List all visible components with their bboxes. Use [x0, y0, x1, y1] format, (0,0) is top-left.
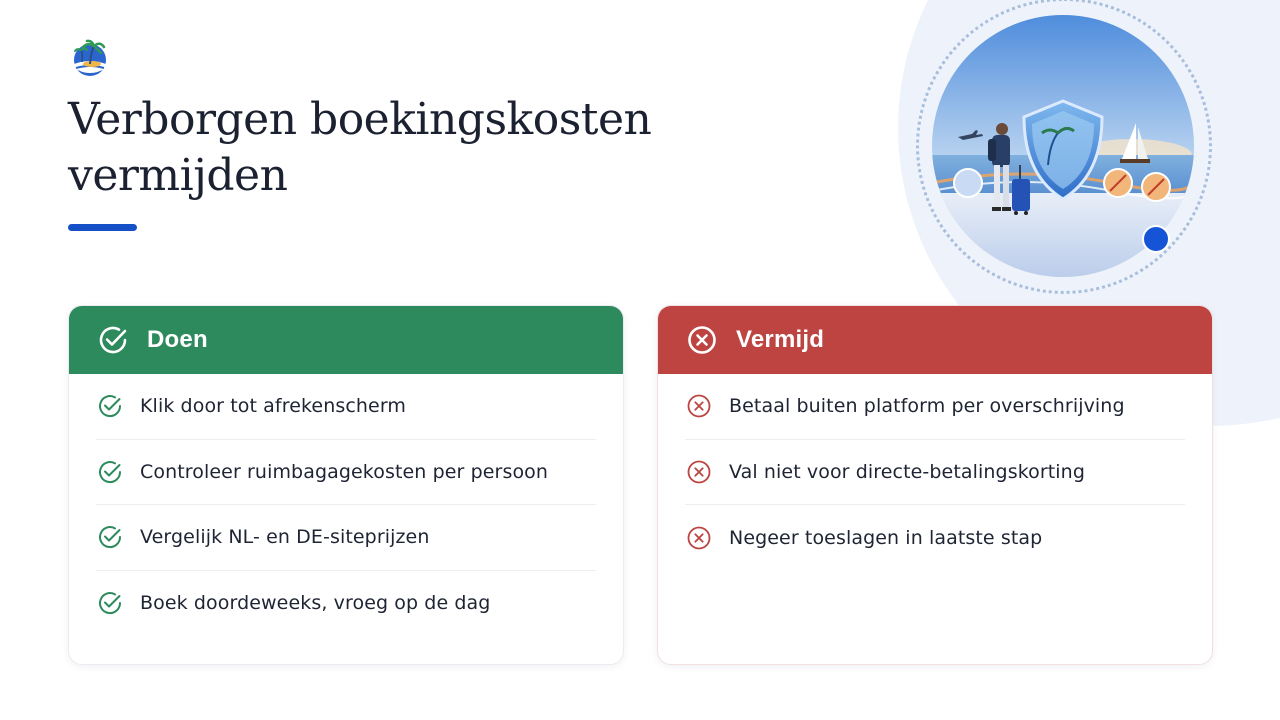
list-item-text: Controleer ruimbagagekosten per persoon: [140, 460, 549, 483]
do-card: [68, 305, 624, 665]
list-item: [685, 440, 1185, 506]
list-item-text: Vergelijk NL- en DE-siteprijzen: [140, 526, 430, 549]
x-circle-icon: [686, 324, 718, 356]
palm-island-logo-icon: [70, 38, 110, 78]
list-item: [96, 440, 596, 506]
list-item: [96, 374, 596, 440]
list-item: [96, 505, 596, 571]
list-item-text: Klik door tot afrekenscherm: [140, 395, 407, 418]
list-item-text: Val niet voor directe-betalingskorting: [729, 460, 1085, 483]
x-circle-icon: [686, 459, 712, 485]
check-circle-icon: [97, 393, 123, 419]
do-card-header: [69, 306, 623, 374]
check-circle-icon: [97, 524, 123, 550]
check-circle-icon: [97, 324, 129, 356]
x-circle-icon: [686, 525, 712, 551]
title-underline: [68, 224, 137, 231]
do-list: [69, 374, 623, 636]
list-item-text: Boek doordeweeks, vroeg op de dag: [140, 592, 491, 615]
page-title-line2: vermijden: [68, 150, 288, 201]
do-card-title: Doen: [147, 326, 208, 353]
avoid-card: [657, 305, 1213, 665]
list-item: [96, 571, 596, 637]
avoid-list: [658, 374, 1212, 571]
x-circle-icon: [686, 393, 712, 419]
hero-accent-dot: [1142, 225, 1170, 253]
list-item: [685, 505, 1185, 571]
avoid-card-header: [658, 306, 1212, 374]
page-title: [68, 92, 788, 204]
avoid-card-title: Vermijd: [736, 326, 825, 353]
check-circle-icon: [97, 459, 123, 485]
list-item-text: Betaal buiten platform per overschrijving: [729, 395, 1125, 418]
list-item: [685, 374, 1185, 440]
list-item-text: Negeer toeslagen in laatste stap: [729, 526, 1043, 549]
page-title-line1: Verborgen boekingskosten: [68, 94, 652, 145]
check-circle-icon: [97, 590, 123, 616]
